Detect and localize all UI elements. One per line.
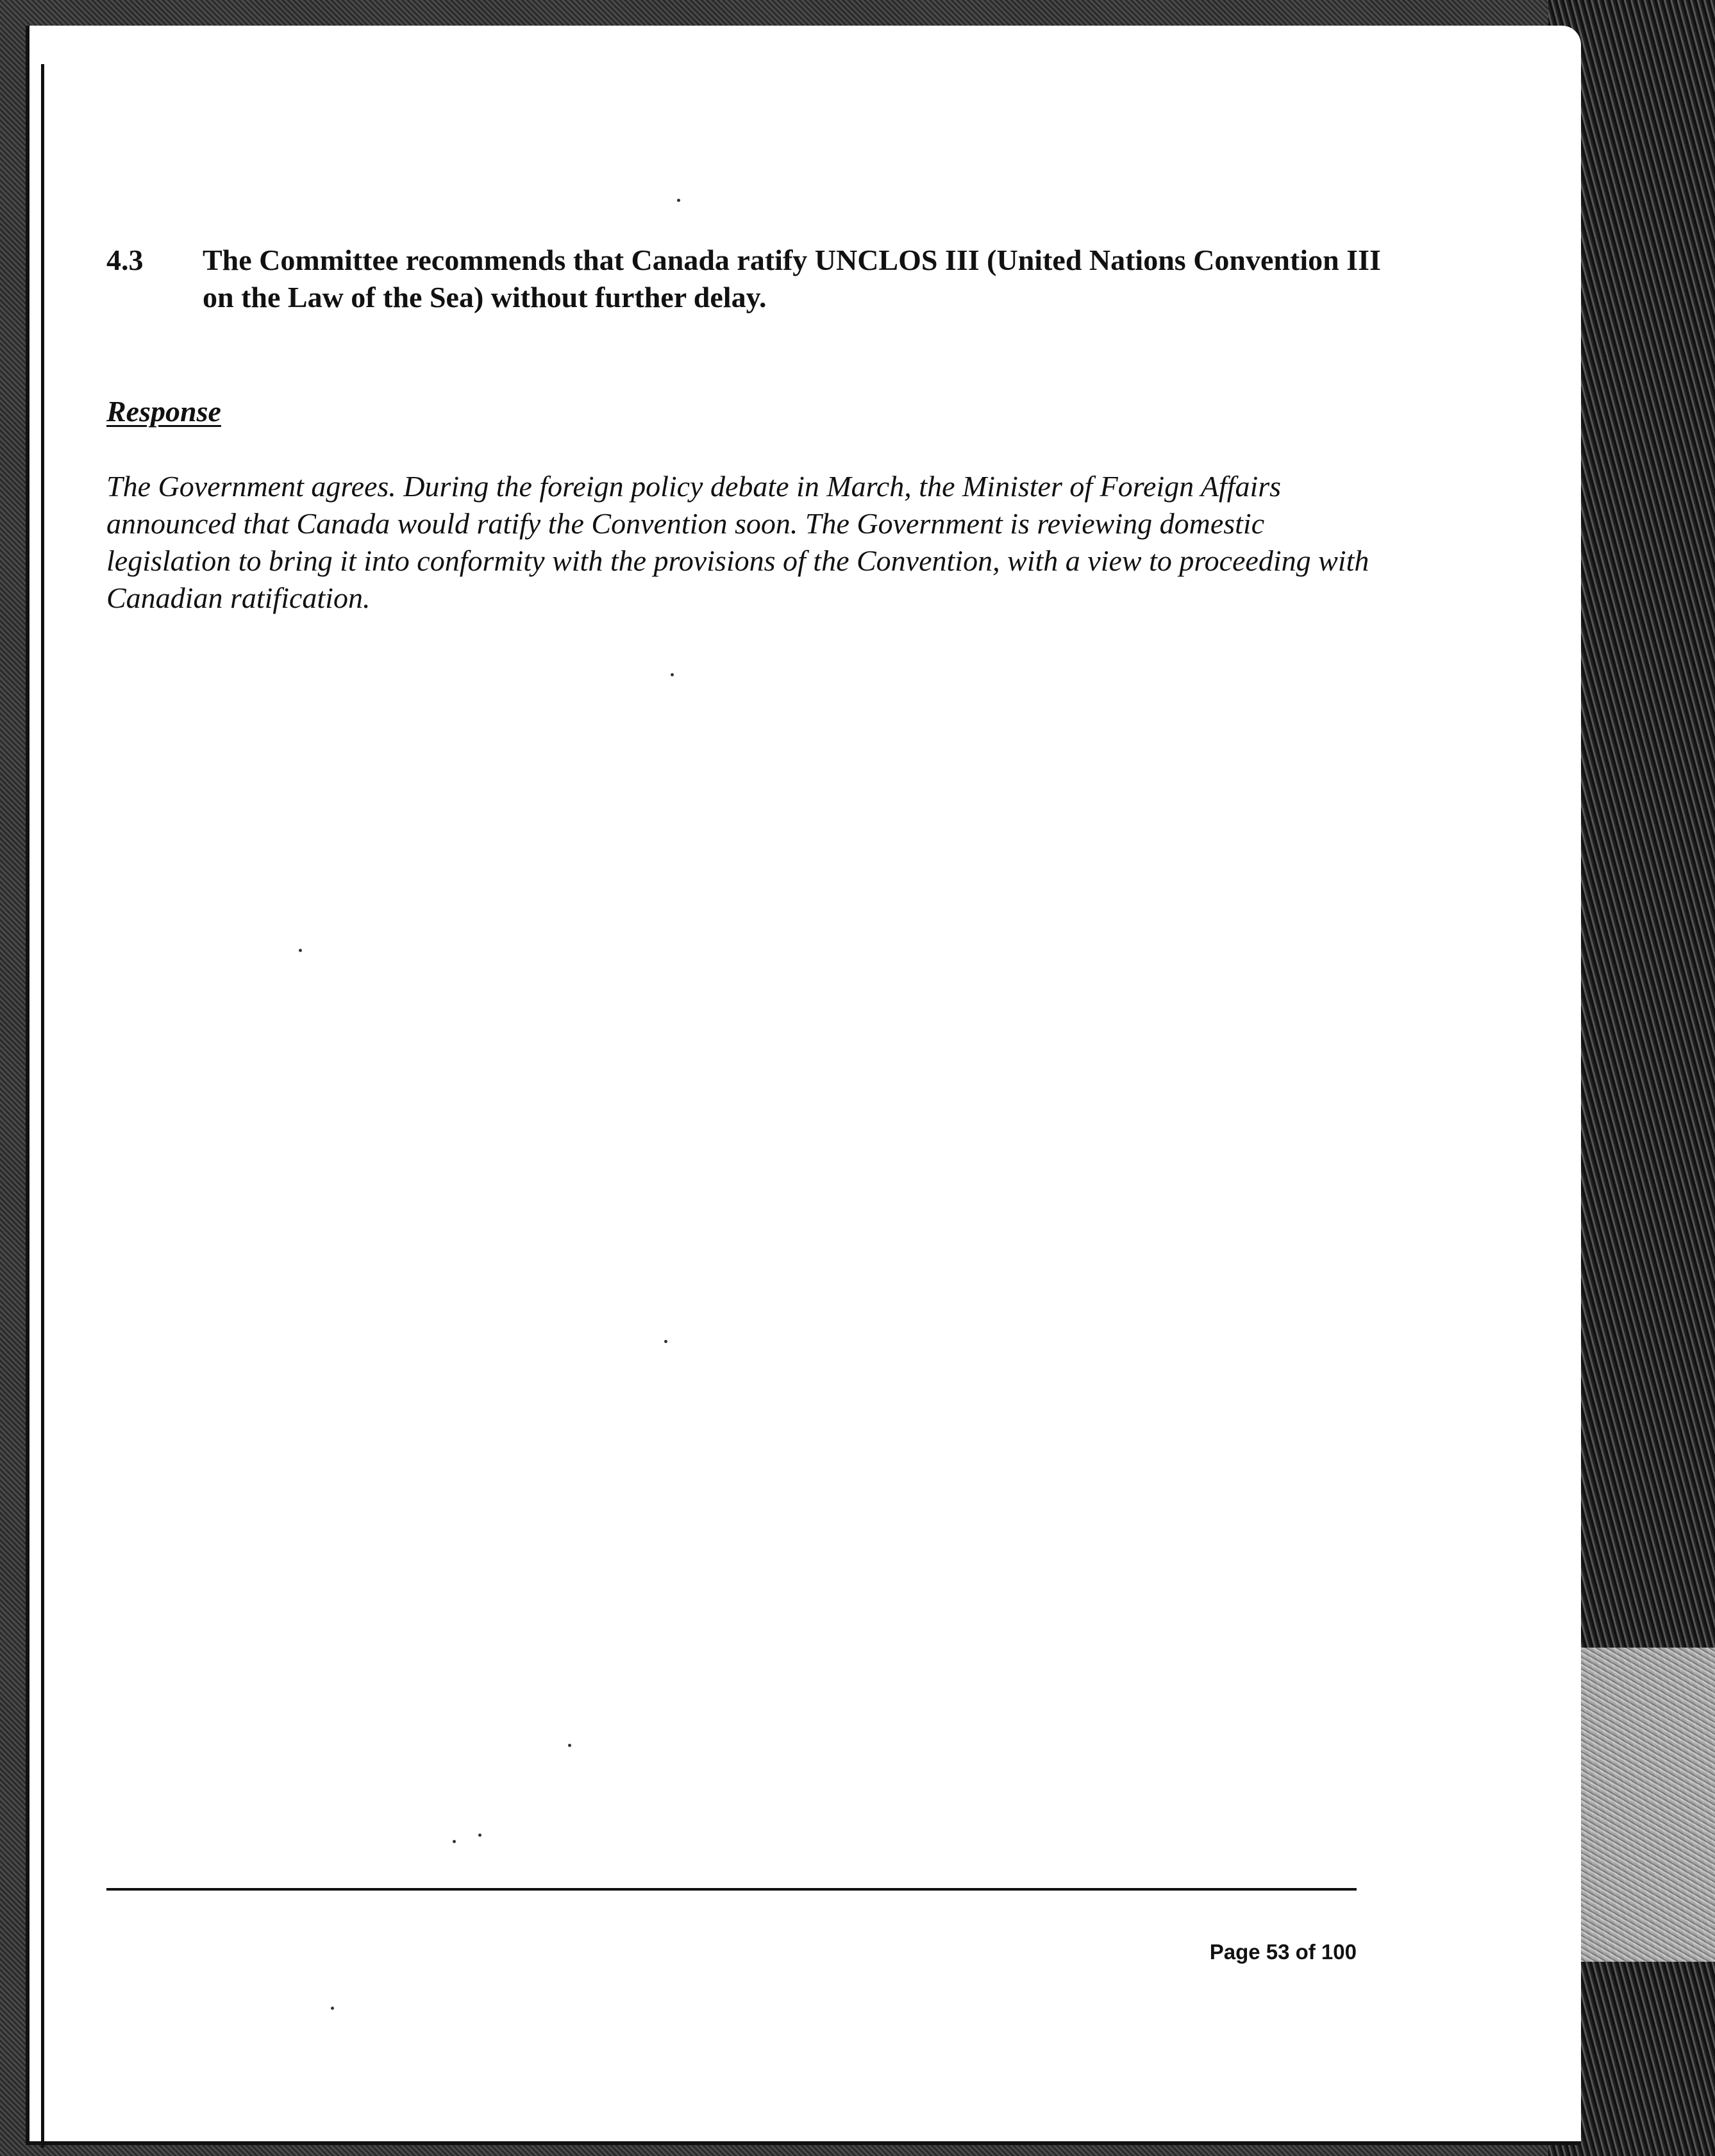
scan-speck — [331, 2007, 334, 2010]
scan-speck — [299, 949, 302, 952]
page-number: Page 53 of 100 — [1209, 1940, 1357, 1964]
response-text: The Government agrees. During the foreign policy debate in March, the Minister of Foreign Affairs announced that Canada would ratify the Convention soon. The Government is reviewing domestic legislation to bring it into conformity with the provisions of the Convention, with a view to proceeding with Canadian ratification. — [106, 470, 1369, 614]
document-page — [26, 26, 1581, 2145]
scan-smudge — [1571, 1648, 1715, 1962]
scan-speck — [677, 199, 680, 202]
scan-speck — [568, 1744, 571, 1747]
response-heading: Response — [106, 395, 221, 428]
scan-speck — [478, 1834, 481, 1837]
scan-speck — [664, 1340, 667, 1343]
scan-speck — [671, 673, 674, 676]
recommendation-text: The Committee recommends that Canada ratify UNCLOS III (United Nations Convention III on the Law of the Sea) without further delay. — [203, 244, 1381, 313]
binding-edge — [41, 64, 44, 2148]
recommendation-number: 4.3 — [106, 244, 144, 276]
footer-rule — [106, 1888, 1357, 1891]
scan-speck — [453, 1840, 456, 1843]
